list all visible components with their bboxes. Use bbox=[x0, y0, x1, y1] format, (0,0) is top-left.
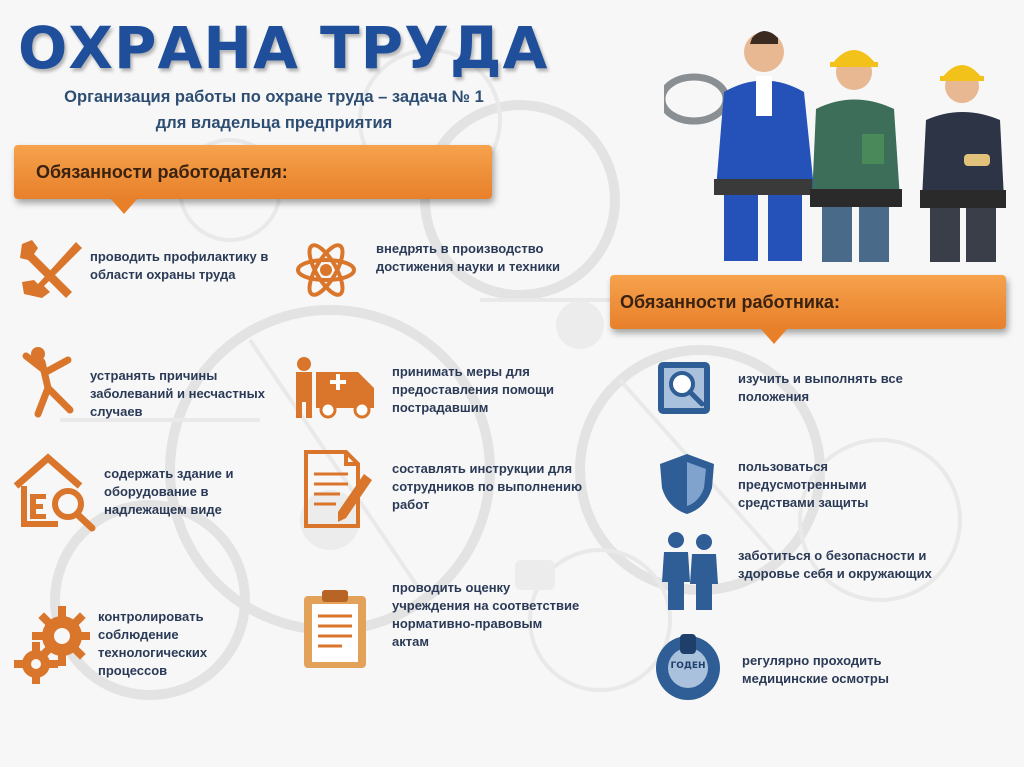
people-icon bbox=[660, 530, 720, 612]
employer-item-1: проводить профилактику в области охраны труда bbox=[90, 249, 269, 282]
employer-item-4: принимать меры для предоставления помощи пострадавшим bbox=[392, 364, 555, 415]
employer-item-2: внедрять в производство достижения науки и техники bbox=[376, 241, 560, 274]
employer-duties-heading: Обязанности работодателя: bbox=[36, 161, 288, 182]
worker-middle-figure bbox=[810, 50, 902, 262]
atom-icon bbox=[294, 238, 358, 302]
wrench-screwdriver-icon bbox=[14, 236, 84, 302]
employer-item-7: контролировать соблюдение технологических процессов bbox=[98, 609, 208, 678]
clipboard-icon bbox=[298, 586, 372, 672]
worker-item-4: регулярно проходить медицинские осмотры bbox=[742, 653, 889, 686]
document-pen-icon bbox=[300, 448, 376, 532]
worker-duties-heading: Обязанности работника: bbox=[620, 291, 840, 312]
ambulance-icon bbox=[292, 354, 378, 420]
subtitle bbox=[14, 84, 534, 136]
worker-item-1: изучить и выполнять все положения bbox=[738, 371, 903, 404]
worker-item-2: пользоваться предусмотренными средствами защиты bbox=[738, 459, 869, 510]
shield-icon bbox=[656, 452, 718, 516]
gears-icon bbox=[14, 604, 90, 684]
employer-item-3: устранять причины заболеваний и несчастных случаев bbox=[90, 368, 265, 419]
employer-item-8: проводить оценку учреждения на соответствие нормативно-правовым актам bbox=[392, 580, 580, 649]
workers-illustration bbox=[664, 14, 1014, 264]
page-title: ОХРАНА ТРУДА bbox=[18, 14, 549, 82]
magnifier-document-icon bbox=[656, 360, 712, 416]
employer-item-5: содержать здание и оборудование в надлежащем виде bbox=[104, 466, 234, 517]
worker-right-figure bbox=[920, 65, 1006, 262]
worker-item-3: заботиться о безопасности и здоровье себя и окружающих bbox=[738, 548, 932, 581]
stamp-label: ГОДЕН bbox=[670, 661, 706, 671]
worker-duties-banner bbox=[610, 275, 1006, 329]
falling-person-icon bbox=[16, 344, 82, 420]
worker-left-figure bbox=[664, 31, 814, 261]
employer-duties-banner bbox=[14, 145, 492, 199]
employer-item-6: составлять инструкции для сотрудников по выполнению работ bbox=[392, 461, 583, 512]
medical-stamp-icon bbox=[652, 632, 724, 704]
subtitle-line-2: для владельца предприятия bbox=[155, 114, 393, 132]
house-inspection-icon bbox=[12, 452, 98, 532]
subtitle-line-1: Организация работы по охране труда – задача № 1 bbox=[64, 88, 484, 106]
